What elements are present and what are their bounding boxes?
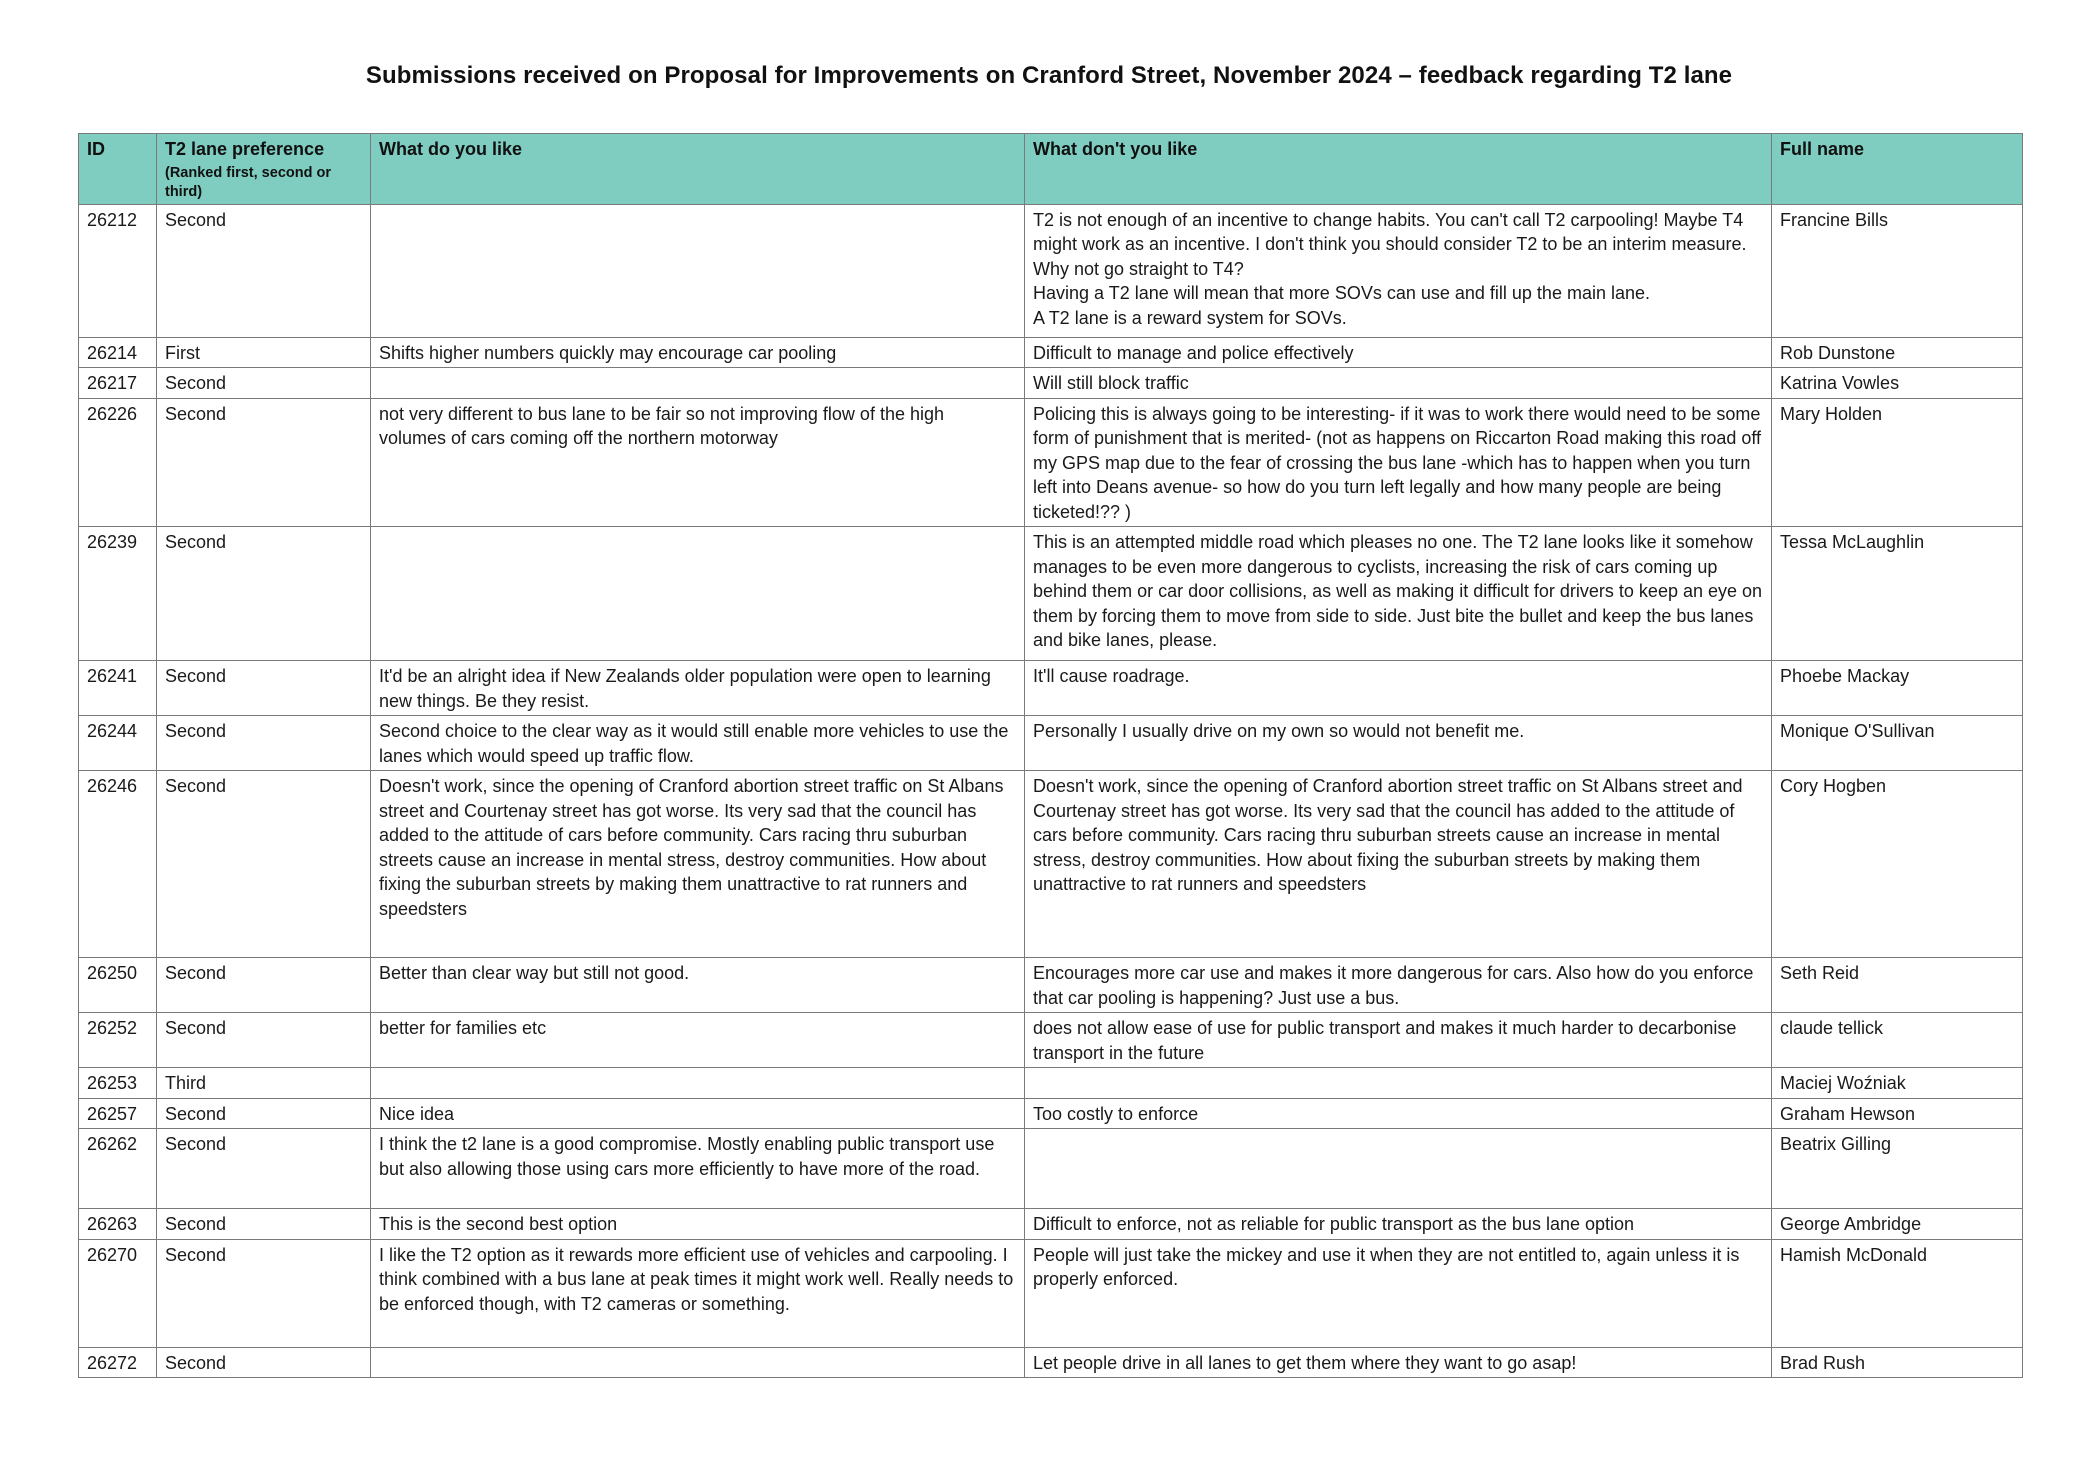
cell-like: Shifts higher numbers quickly may encourage car pooling xyxy=(371,337,1025,368)
cell-like xyxy=(371,368,1025,399)
cell-like: It'd be an alright idea if New Zealands older population were open to learning new things. Be they resist. xyxy=(371,661,1025,716)
header-like: What do you like xyxy=(371,134,1025,205)
cell-id: 26244 xyxy=(79,716,157,771)
page-title: Submissions received on Proposal for Improvements on Cranford Street, November 2024 – feedback regarding T2 lane xyxy=(365,62,1733,89)
submissions-table xyxy=(78,133,2023,1378)
cell-dislike xyxy=(1025,1068,1772,1099)
cell-preference: Second xyxy=(157,204,371,337)
cell-like: Second choice to the clear way as it would still enable more vehicles to use the lanes which would speed up traffic flow. xyxy=(371,716,1025,771)
header-id: ID xyxy=(79,134,157,205)
cell-full-name: Monique O'Sullivan xyxy=(1772,716,2023,771)
table-row xyxy=(79,527,2023,661)
cell-dislike: does not allow ease of use for public transport and makes it much harder to decarbonise transport in the future xyxy=(1025,1013,1772,1068)
cell-like: Nice idea xyxy=(371,1098,1025,1129)
cell-dislike: It'll cause roadrage. xyxy=(1025,661,1772,716)
cell-id: 26239 xyxy=(79,527,157,661)
header-t2-preference xyxy=(157,134,371,205)
cell-full-name: George Ambridge xyxy=(1772,1209,2023,1240)
header-row xyxy=(79,134,2023,205)
cell-dislike: Too costly to enforce xyxy=(1025,1098,1772,1129)
cell-full-name: Beatrix Gilling xyxy=(1772,1129,2023,1209)
cell-full-name: Cory Hogben xyxy=(1772,771,2023,958)
cell-preference: Second xyxy=(157,368,371,399)
cell-dislike: Will still block traffic xyxy=(1025,368,1772,399)
cell-dislike: Difficult to enforce, not as reliable for public transport as the bus lane option xyxy=(1025,1209,1772,1240)
table-row xyxy=(79,1068,2023,1099)
cell-preference: Second xyxy=(157,661,371,716)
table-row xyxy=(79,1209,2023,1240)
cell-dislike xyxy=(1025,1129,1772,1209)
table-row xyxy=(79,1239,2023,1347)
cell-dislike: T2 is not enough of an incentive to change habits. You can't call T2 carpooling! Maybe T4 might work as an incentive. I don't think you should consider T2 to be an interim measure. Why not go straight to T4? Having a T2 lane will mean that more SOVs can use and fill up the main lane. A T2 lane is a reward system for SOVs. xyxy=(1025,204,1772,337)
cell-full-name: Graham Hewson xyxy=(1772,1098,2023,1129)
cell-id: 26253 xyxy=(79,1068,157,1099)
header-t2-preference-note: (Ranked first, second or third) xyxy=(165,164,331,200)
cell-id: 26212 xyxy=(79,204,157,337)
table-row xyxy=(79,958,2023,1013)
table-row xyxy=(79,1098,2023,1129)
cell-dislike: This is an attempted middle road which pleases no one. The T2 lane looks like it somehow manages to be even more dangerous to cyclists, increasing the risk of cars coming up behind them or car door collisions, as well as making it difficult for drivers to keep an eye on them by forcing them to move from side to side. Just bite the bullet and keep the bus lanes and bike lanes, please. xyxy=(1025,527,1772,661)
cell-dislike: Doesn't work, since the opening of Cranford abortion street traffic on St Albans street and Courtenay street has got worse. Its very sad that the council has added to the attitude of cars before community. Cars racing thru suburban streets cause an increase in mental stress, destroy communities. How about fixing the suburban streets by making them unattractive to rat runners and speedsters xyxy=(1025,771,1772,958)
cell-id: 26262 xyxy=(79,1129,157,1209)
cell-preference: Second xyxy=(157,527,371,661)
cell-preference: Second xyxy=(157,398,371,527)
cell-full-name: Rob Dunstone xyxy=(1772,337,2023,368)
cell-preference: Second xyxy=(157,1209,371,1240)
cell-preference: Second xyxy=(157,1129,371,1209)
cell-id: 26226 xyxy=(79,398,157,527)
cell-like xyxy=(371,204,1025,337)
cell-full-name: Phoebe Mackay xyxy=(1772,661,2023,716)
cell-like: better for families etc xyxy=(371,1013,1025,1068)
cell-preference: Second xyxy=(157,958,371,1013)
table-row xyxy=(79,368,2023,399)
cell-like: Better than clear way but still not good. xyxy=(371,958,1025,1013)
cell-like: This is the second best option xyxy=(371,1209,1025,1240)
table-row xyxy=(79,661,2023,716)
cell-full-name: claude tellick xyxy=(1772,1013,2023,1068)
cell-like: not very different to bus lane to be fair so not improving flow of the high volumes of cars coming off the northern motorway xyxy=(371,398,1025,527)
cell-preference: Second xyxy=(157,1239,371,1347)
table-row xyxy=(79,1013,2023,1068)
cell-like xyxy=(371,1347,1025,1378)
cell-id: 26214 xyxy=(79,337,157,368)
table-row xyxy=(79,1129,2023,1209)
cell-id: 26250 xyxy=(79,958,157,1013)
table-row xyxy=(79,1347,2023,1378)
cell-preference: Second xyxy=(157,771,371,958)
cell-preference: Second xyxy=(157,1013,371,1068)
cell-preference: Second xyxy=(157,1098,371,1129)
cell-full-name: Francine Bills xyxy=(1772,204,2023,337)
cell-id: 26272 xyxy=(79,1347,157,1378)
cell-full-name: Hamish McDonald xyxy=(1772,1239,2023,1347)
cell-dislike: People will just take the mickey and use it when they are not entitled to, again unless it is properly enforced. xyxy=(1025,1239,1772,1347)
cell-like: Doesn't work, since the opening of Cranford abortion street traffic on St Albans street and Courtenay street has got worse. Its very sad that the council has added to the attitude of cars before community. Cars racing thru suburban streets cause an increase in mental stress, destroy communities. How about fixing the suburban streets by making them unattractive to rat runners and speedsters xyxy=(371,771,1025,958)
cell-id: 26241 xyxy=(79,661,157,716)
cell-id: 26217 xyxy=(79,368,157,399)
cell-dislike: Difficult to manage and police effectively xyxy=(1025,337,1772,368)
cell-preference: First xyxy=(157,337,371,368)
cell-full-name: Seth Reid xyxy=(1772,958,2023,1013)
cell-id: 26257 xyxy=(79,1098,157,1129)
cell-like xyxy=(371,1068,1025,1099)
header-full-name: Full name xyxy=(1772,134,2023,205)
table-row xyxy=(79,398,2023,527)
cell-dislike: Let people drive in all lanes to get them where they want to go asap! xyxy=(1025,1347,1772,1378)
cell-id: 26263 xyxy=(79,1209,157,1240)
table-row xyxy=(79,204,2023,337)
cell-like xyxy=(371,527,1025,661)
cell-full-name: Tessa McLaughlin xyxy=(1772,527,2023,661)
cell-id: 26252 xyxy=(79,1013,157,1068)
cell-full-name: Katrina Vowles xyxy=(1772,368,2023,399)
table-row xyxy=(79,716,2023,771)
cell-id: 26246 xyxy=(79,771,157,958)
cell-preference: Second xyxy=(157,716,371,771)
header-t2-preference-label: T2 lane preference xyxy=(165,139,325,159)
cell-id: 26270 xyxy=(79,1239,157,1347)
cell-dislike: Personally I usually drive on my own so would not benefit me. xyxy=(1025,716,1772,771)
table-row xyxy=(79,337,2023,368)
cell-full-name: Brad Rush xyxy=(1772,1347,2023,1378)
cell-preference: Second xyxy=(157,1347,371,1378)
cell-preference: Third xyxy=(157,1068,371,1099)
cell-like: I think the t2 lane is a good compromise. Mostly enabling public transport use but also allowing those using cars more efficiently to have more of the road. xyxy=(371,1129,1025,1209)
table-row xyxy=(79,771,2023,958)
cell-full-name: Mary Holden xyxy=(1772,398,2023,527)
cell-dislike: Policing this is always going to be interesting- if it was to work there would need to be some form of punishment that is merited- (not as happens on Riccarton Road making this road off my GPS map due to the fear of crossing the bus lane -which has to happen when you turn left into Deans avenue- so how do you turn left legally and how many people are being ticketed!?? ) xyxy=(1025,398,1772,527)
cell-full-name: Maciej Woźniak xyxy=(1772,1068,2023,1099)
header-dislike: What don't you like xyxy=(1025,134,1772,205)
cell-dislike: Encourages more car use and makes it more dangerous for cars. Also how do you enforce that car pooling is happening? Just use a bus. xyxy=(1025,958,1772,1013)
cell-like: I like the T2 option as it rewards more efficient use of vehicles and carpooling. I think combined with a bus lane at peak times it might work well. Really needs to be enforced though, with T2 cameras or something. xyxy=(371,1239,1025,1347)
